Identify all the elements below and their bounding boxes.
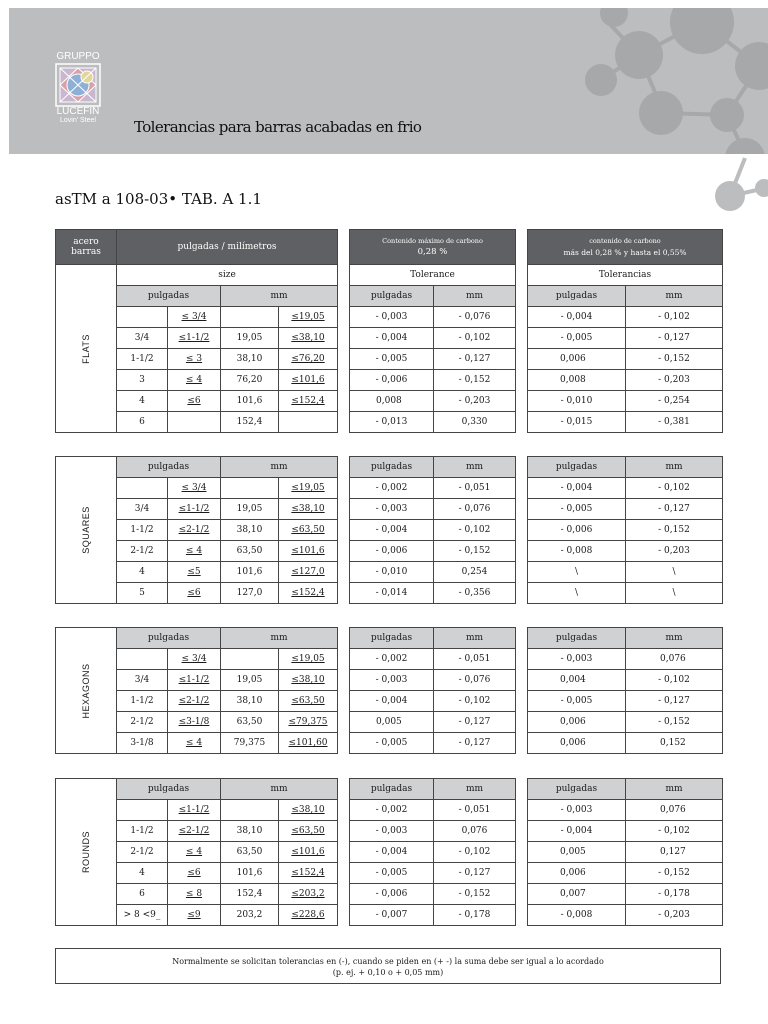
table-cell: - 0,006 bbox=[350, 541, 434, 562]
col-header-mm: mm bbox=[434, 628, 516, 649]
table-cell: - 0,102 bbox=[626, 670, 723, 691]
table-cell: ≤1-1/2 bbox=[168, 670, 221, 691]
table-cell: ≤152,4 bbox=[279, 391, 338, 412]
max-carbon-header bbox=[350, 230, 516, 265]
table-cell: 0,005 bbox=[350, 712, 434, 733]
table-cell bbox=[221, 649, 279, 670]
table-cell: 4 bbox=[117, 562, 168, 583]
table-cell: - 0,004 bbox=[528, 307, 626, 328]
table-cell: - 0,004 bbox=[350, 691, 434, 712]
table-cell bbox=[221, 800, 279, 821]
table-cell: ≤203,2 bbox=[279, 884, 338, 905]
table-cell: - 0,010 bbox=[350, 562, 434, 583]
table-cell: - 0,152 bbox=[434, 541, 516, 562]
table-cell: ≤19,05 bbox=[279, 478, 338, 499]
table-cell bbox=[117, 649, 168, 670]
table-cell: 0,006 bbox=[528, 349, 626, 370]
col-header-pulgadas: pulgadas bbox=[528, 286, 626, 307]
table-cell: - 0,014 bbox=[350, 583, 434, 604]
table-cell: - 0,008 bbox=[528, 541, 626, 562]
table-cell: - 0,127 bbox=[626, 499, 723, 520]
shape-label: FLATS bbox=[81, 333, 91, 364]
table-cell: - 0,004 bbox=[528, 478, 626, 499]
table-cell: - 0,051 bbox=[434, 649, 516, 670]
table-cell: ≤9 bbox=[168, 905, 221, 926]
col-header-mm: mm bbox=[221, 457, 338, 478]
table-cell: - 0,203 bbox=[434, 391, 516, 412]
table-cell: 1-1/2 bbox=[117, 349, 168, 370]
table-cell: - 0,356 bbox=[434, 583, 516, 604]
col-header-pulgadas: pulgadas bbox=[350, 286, 434, 307]
logo-line2: LUCEFIN bbox=[56, 106, 100, 117]
table-cell: 0,076 bbox=[626, 649, 723, 670]
table-cell: 0,076 bbox=[434, 821, 516, 842]
table-cell: - 0,102 bbox=[626, 307, 723, 328]
table-cell: - 0,002 bbox=[350, 800, 434, 821]
table-cell: 0,076 bbox=[626, 800, 723, 821]
table-cell: 6 bbox=[117, 884, 168, 905]
table-cell: 152,4 bbox=[221, 412, 279, 433]
col-header-pulgadas: pulgadas bbox=[117, 457, 221, 478]
table-cell: 6 bbox=[117, 412, 168, 433]
table-cell: - 0,076 bbox=[434, 499, 516, 520]
table-cell: \ bbox=[528, 562, 626, 583]
table-cell: - 0,102 bbox=[626, 821, 723, 842]
table-cell: ≤152,4 bbox=[279, 583, 338, 604]
barras-label: barras bbox=[71, 247, 101, 257]
table-cell: - 0,178 bbox=[434, 905, 516, 926]
table-cell: 63,50 bbox=[221, 712, 279, 733]
table-cell: - 0,254 bbox=[626, 391, 723, 412]
logo-line1: GRUPPO bbox=[56, 51, 100, 62]
table-cell: 19,05 bbox=[221, 499, 279, 520]
table-cell: 0,008 bbox=[528, 370, 626, 391]
table-cell: - 0,051 bbox=[434, 800, 516, 821]
table-cell bbox=[221, 307, 279, 328]
table-cell: - 0,203 bbox=[626, 905, 723, 926]
col-header-mm: mm bbox=[221, 286, 338, 307]
pulgadas-mm-header: pulgadas / milímetros bbox=[117, 230, 338, 265]
col-header-mm: mm bbox=[626, 286, 723, 307]
table-cell: - 0,076 bbox=[434, 670, 516, 691]
table-cell: 0,007 bbox=[528, 884, 626, 905]
table-cell: 101,6 bbox=[221, 562, 279, 583]
tolerance-header: Tolerance bbox=[350, 265, 516, 286]
table-cell: - 0,006 bbox=[350, 884, 434, 905]
table-cell: - 0,152 bbox=[434, 884, 516, 905]
table-cell: ≤38,10 bbox=[279, 670, 338, 691]
table-cell: - 0,005 bbox=[350, 349, 434, 370]
table-cell: - 0,102 bbox=[434, 520, 516, 541]
table-cell: 63,50 bbox=[221, 842, 279, 863]
table-cell: ≤2-1/2 bbox=[168, 821, 221, 842]
table-cell: 0,006 bbox=[528, 712, 626, 733]
table-cell: - 0,076 bbox=[434, 307, 516, 328]
col-header-mm: mm bbox=[434, 779, 516, 800]
table-cell: - 0,102 bbox=[434, 328, 516, 349]
table-cell: - 0,006 bbox=[528, 520, 626, 541]
table-cell: 3/4 bbox=[117, 499, 168, 520]
header-title: Tolerancias para barras acabadas en frio bbox=[134, 118, 422, 136]
col-header-pulgadas: pulgadas bbox=[528, 457, 626, 478]
table-cell: ≤ 4 bbox=[168, 370, 221, 391]
table-cell: 101,6 bbox=[221, 391, 279, 412]
table-cell: - 0,152 bbox=[434, 370, 516, 391]
table-cell: - 0,007 bbox=[350, 905, 434, 926]
table-cell: ≤152,4 bbox=[279, 863, 338, 884]
table-cell: \ bbox=[528, 583, 626, 604]
table-cell: 38,10 bbox=[221, 821, 279, 842]
table-cell: 2-1/2 bbox=[117, 541, 168, 562]
squares-size-table bbox=[55, 456, 338, 604]
table-cell: - 0,005 bbox=[528, 691, 626, 712]
tolerancias-header: Tolerancias bbox=[528, 265, 723, 286]
table-cell: ≤19,05 bbox=[279, 649, 338, 670]
hexagons-size-table bbox=[55, 627, 338, 754]
table-cell: ≤ 3/4 bbox=[168, 649, 221, 670]
table-cell: ≤ 8 bbox=[168, 884, 221, 905]
table-cell: 1-1/2 bbox=[117, 520, 168, 541]
table-cell: 203,2 bbox=[221, 905, 279, 926]
table-cell: 127,0 bbox=[221, 583, 279, 604]
table-cell: 0,008 bbox=[350, 391, 434, 412]
col-header-mm: mm bbox=[434, 457, 516, 478]
hexagons-tolerance-carbon-range bbox=[527, 627, 723, 754]
table-cell: 0,006 bbox=[528, 733, 626, 754]
table-cell: 3 bbox=[117, 370, 168, 391]
table-cell: - 0,004 bbox=[528, 821, 626, 842]
table-cell: - 0,203 bbox=[626, 370, 723, 391]
col-header-pulgadas: pulgadas bbox=[117, 628, 221, 649]
table-cell: ≤101,6 bbox=[279, 541, 338, 562]
table-cell: 19,05 bbox=[221, 670, 279, 691]
acero-label: acero bbox=[73, 237, 99, 247]
squares-tolerance-max-carbon bbox=[349, 456, 516, 604]
table-cell: - 0,127 bbox=[626, 691, 723, 712]
col-header-pulgadas: pulgadas bbox=[350, 628, 434, 649]
table-cell: 152,4 bbox=[221, 884, 279, 905]
table-cell: - 0,003 bbox=[350, 307, 434, 328]
shape-label: ROUNDS bbox=[81, 830, 91, 874]
table-cell: ≤79,375 bbox=[279, 712, 338, 733]
lucefin-logo bbox=[54, 52, 102, 125]
table-cell: - 0,051 bbox=[434, 478, 516, 499]
table-cell: ≤38,10 bbox=[279, 800, 338, 821]
table-cell: 0,127 bbox=[626, 842, 723, 863]
col-header-pulgadas: pulgadas bbox=[528, 779, 626, 800]
table-cell: 2-1/2 bbox=[117, 712, 168, 733]
table-cell: ≤101,6 bbox=[279, 370, 338, 391]
rounds-size-table bbox=[55, 778, 338, 926]
table-cell: - 0,015 bbox=[528, 412, 626, 433]
table-cell: 0,152 bbox=[626, 733, 723, 754]
col-header-mm: mm bbox=[434, 286, 516, 307]
table-cell: - 0,003 bbox=[528, 800, 626, 821]
col-header-mm: mm bbox=[221, 779, 338, 800]
col-header-pulgadas: pulgadas bbox=[350, 457, 434, 478]
col-header-mm: mm bbox=[221, 628, 338, 649]
squares-tolerance-carbon-range bbox=[527, 456, 723, 604]
table-cell: - 0,152 bbox=[626, 863, 723, 884]
table-cell: ≤127,0 bbox=[279, 562, 338, 583]
molecule-tail-graphic bbox=[0, 0, 768, 220]
table-cell: ≤1-1/2 bbox=[168, 499, 221, 520]
table-cell: 4 bbox=[117, 391, 168, 412]
table-cell: 0,006 bbox=[528, 863, 626, 884]
table-cell: - 0,102 bbox=[434, 842, 516, 863]
table-cell: 0,330 bbox=[434, 412, 516, 433]
table-cell: 19,05 bbox=[221, 328, 279, 349]
shape-label: HEXAGONS bbox=[81, 662, 91, 719]
table-cell: - 0,005 bbox=[528, 499, 626, 520]
table-cell: - 0,127 bbox=[434, 863, 516, 884]
table-cell: 38,10 bbox=[221, 349, 279, 370]
flats-tolerance-max-carbon bbox=[349, 229, 516, 433]
table-cell bbox=[221, 478, 279, 499]
table-cell: ≤ 4 bbox=[168, 541, 221, 562]
table-cell: - 0,102 bbox=[626, 478, 723, 499]
table-cell: 0,254 bbox=[434, 562, 516, 583]
shape-label-cell bbox=[56, 779, 117, 926]
col-header-mm: mm bbox=[626, 457, 723, 478]
table-cell: ≤101,60 bbox=[279, 733, 338, 754]
table-cell: - 0,004 bbox=[350, 842, 434, 863]
table-cell: ≤38,10 bbox=[279, 499, 338, 520]
note-line2: (p. ej. + 0,10 o + 0,05 mm) bbox=[332, 968, 444, 977]
table-cell: - 0,004 bbox=[350, 520, 434, 541]
table-cell bbox=[117, 478, 168, 499]
col-header-mm: mm bbox=[626, 779, 723, 800]
table-cell: ≤1-1/2 bbox=[168, 800, 221, 821]
col-header-pulgadas: pulgadas bbox=[117, 779, 221, 800]
table-cell: \ bbox=[626, 562, 723, 583]
standard-subtitle: asTM a 108-03• TAB. A 1.1 bbox=[55, 190, 262, 208]
table-cell: - 0,013 bbox=[350, 412, 434, 433]
table-cell: - 0,003 bbox=[528, 649, 626, 670]
table-cell: 38,10 bbox=[221, 520, 279, 541]
table-cell: 3/4 bbox=[117, 328, 168, 349]
table-cell: ≤ 4 bbox=[168, 842, 221, 863]
table-cell: ≤6 bbox=[168, 863, 221, 884]
table-cell: 1-1/2 bbox=[117, 821, 168, 842]
table-cell: - 0,178 bbox=[626, 884, 723, 905]
table-cell: ≤6 bbox=[168, 583, 221, 604]
table-cell: ≤228,6 bbox=[279, 905, 338, 926]
tolerance-note bbox=[55, 948, 721, 984]
table-cell: ≤19,05 bbox=[279, 307, 338, 328]
table-cell: - 0,008 bbox=[528, 905, 626, 926]
shape-label-cell bbox=[56, 457, 117, 604]
table-cell: 63,50 bbox=[221, 541, 279, 562]
table-cell: - 0,005 bbox=[528, 328, 626, 349]
table-cell: - 0,004 bbox=[350, 328, 434, 349]
table-cell: ≤5 bbox=[168, 562, 221, 583]
table-cell: - 0,003 bbox=[350, 821, 434, 842]
col-header-mm: mm bbox=[626, 628, 723, 649]
note-line1: Normalmente se solicitan tolerancias en (-), cuando se piden en (+ -) la suma debe ser igual a lo acordado bbox=[172, 957, 604, 966]
table-cell: - 0,203 bbox=[626, 541, 723, 562]
shape-label: SQUARES bbox=[81, 506, 91, 554]
flats-tolerance-carbon-range bbox=[527, 229, 723, 433]
table-cell: - 0,381 bbox=[626, 412, 723, 433]
table-cell: ≤63,50 bbox=[279, 520, 338, 541]
table-cell bbox=[117, 800, 168, 821]
table-cell bbox=[168, 412, 221, 433]
table-cell: 3/4 bbox=[117, 670, 168, 691]
col-header-pulgadas: pulgadas bbox=[528, 628, 626, 649]
table-cell: 101,6 bbox=[221, 863, 279, 884]
table-cell: - 0,127 bbox=[434, 349, 516, 370]
logo-tagline: Lovin' Steel bbox=[60, 117, 96, 124]
table-cell: ≤2-1/2 bbox=[168, 691, 221, 712]
table-cell: ≤ 3/4 bbox=[168, 307, 221, 328]
table-cell: ≤76,20 bbox=[279, 349, 338, 370]
flats-size-table bbox=[55, 229, 338, 433]
max-carbon-title: Contenido máximo de carbono bbox=[382, 237, 483, 245]
rounds-tolerance-carbon-range bbox=[527, 778, 723, 926]
table-cell: ≤ 4 bbox=[168, 733, 221, 754]
table-cell: \ bbox=[626, 583, 723, 604]
table-cell: 1-1/2 bbox=[117, 691, 168, 712]
table-cell: - 0,152 bbox=[626, 520, 723, 541]
max-carbon-value: 0,28 % bbox=[417, 247, 448, 257]
table-cell: ≤ 3/4 bbox=[168, 478, 221, 499]
table-cell bbox=[117, 307, 168, 328]
acero-barras-header bbox=[56, 230, 117, 265]
carbon-range-value: más del 0,28 % y hasta el 0,55% bbox=[563, 248, 687, 257]
table-cell: - 0,152 bbox=[626, 712, 723, 733]
table-cell: - 0,005 bbox=[350, 863, 434, 884]
table-cell: - 0,003 bbox=[350, 499, 434, 520]
table-cell: - 0,003 bbox=[350, 670, 434, 691]
table-cell: 79,375 bbox=[221, 733, 279, 754]
table-cell bbox=[279, 412, 338, 433]
table-cell: - 0,002 bbox=[350, 478, 434, 499]
table-cell: 38,10 bbox=[221, 691, 279, 712]
hexagons-tolerance-max-carbon bbox=[349, 627, 516, 754]
table-cell: - 0,127 bbox=[626, 328, 723, 349]
table-cell: 0,004 bbox=[528, 670, 626, 691]
table-cell: ≤1-1/2 bbox=[168, 328, 221, 349]
table-cell: ≤3-1/8 bbox=[168, 712, 221, 733]
table-cell: - 0,010 bbox=[528, 391, 626, 412]
rounds-tolerance-max-carbon bbox=[349, 778, 516, 926]
table-cell: - 0,127 bbox=[434, 733, 516, 754]
table-cell: ≤38,10 bbox=[279, 328, 338, 349]
table-cell: ≤63,50 bbox=[279, 691, 338, 712]
shape-label-cell bbox=[56, 628, 117, 754]
table-cell: 2-1/2 bbox=[117, 842, 168, 863]
table-cell: - 0,005 bbox=[350, 733, 434, 754]
table-cell: - 0,152 bbox=[626, 349, 723, 370]
shape-label-cell bbox=[56, 265, 117, 433]
table-cell: 0,005 bbox=[528, 842, 626, 863]
table-cell: ≤63,50 bbox=[279, 821, 338, 842]
table-cell: 76,20 bbox=[221, 370, 279, 391]
table-cell: 5 bbox=[117, 583, 168, 604]
col-header-pulgadas: pulgadas bbox=[117, 286, 221, 307]
table-cell: - 0,102 bbox=[434, 691, 516, 712]
table-cell: ≤ 3 bbox=[168, 349, 221, 370]
carbon-range-title: contenido de carbono bbox=[589, 237, 661, 245]
table-cell: - 0,002 bbox=[350, 649, 434, 670]
table-cell: 4 bbox=[117, 863, 168, 884]
table-cell: ≤101,6 bbox=[279, 842, 338, 863]
carbon-range-header bbox=[528, 230, 723, 265]
size-header: size bbox=[117, 265, 338, 286]
col-header-pulgadas: pulgadas bbox=[350, 779, 434, 800]
table-cell: > 8 <9_ bbox=[117, 905, 168, 926]
logo-emblem-icon bbox=[55, 63, 101, 107]
table-cell: ≤6 bbox=[168, 391, 221, 412]
table-cell: - 0,006 bbox=[350, 370, 434, 391]
table-cell: ≤2-1/2 bbox=[168, 520, 221, 541]
table-cell: - 0,127 bbox=[434, 712, 516, 733]
table-cell: 3-1/8 bbox=[117, 733, 168, 754]
